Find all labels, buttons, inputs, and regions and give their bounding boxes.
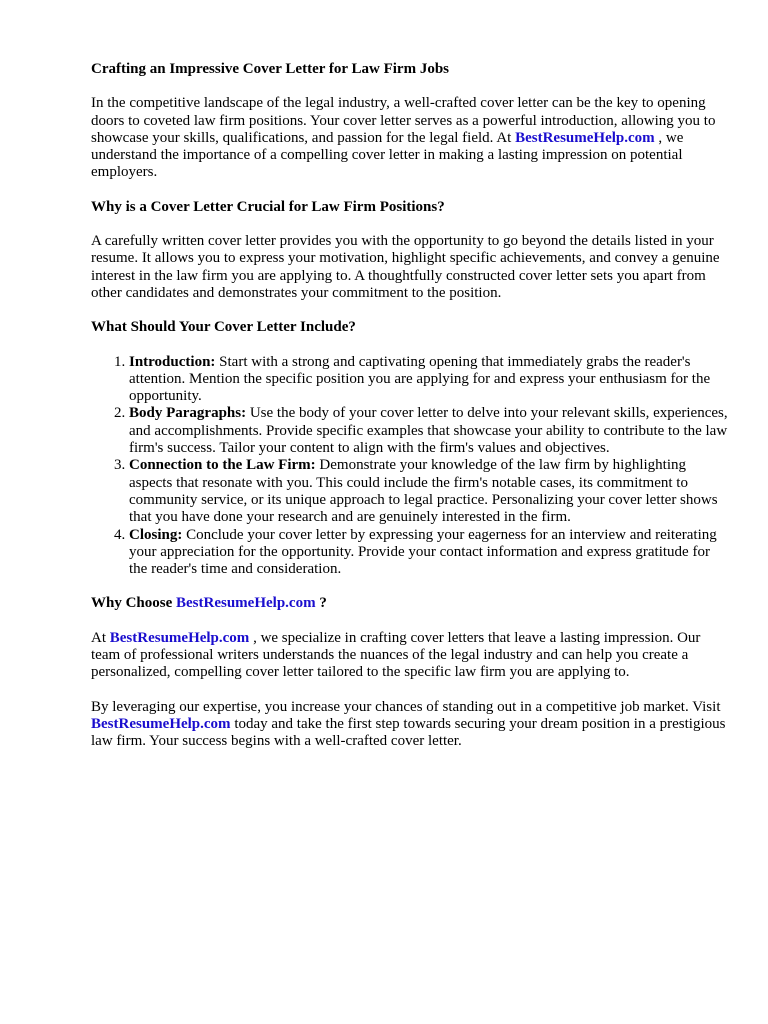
- leverage-site-link[interactable]: BestResumeHelp.com: [91, 715, 231, 732]
- list-item-body-paragraphs: [129, 405, 728, 457]
- leverage-text-after: today and take the first step towards securing your dream position in a prestigious law firm. Your success begins with a well-crafted cover letter.: [91, 715, 726, 750]
- choose-heading-before: Why Choose: [91, 595, 177, 612]
- list-item-head: Connection to the Law Firm:: [129, 457, 316, 474]
- document-title: Crafting an Impressive Cover Letter for Law Firm Jobs: [91, 61, 450, 77]
- choose-site-link[interactable]: BestResumeHelp.com: [109, 629, 250, 646]
- choose-heading-link[interactable]: BestResumeHelp.com: [176, 595, 316, 612]
- choose-heading: [91, 595, 728, 612]
- list-item-introduction: [129, 354, 728, 406]
- list-item-head: Introduction:: [129, 353, 216, 370]
- include-list: [91, 354, 728, 579]
- list-item-text: Use the body of your cover letter to delve into your relevant skills, experiences, and accomplishments. Provide specific examples that showcase your ability to contribute to the law firm's success. Tailor your content to align with the firm's values and objectives.: [129, 405, 728, 457]
- list-item-head: Closing:: [129, 526, 183, 543]
- choose-heading-after: ?: [315, 595, 327, 612]
- leverage-text-before: By leveraging our expertise, you increase your chances of standing out in a competitive job market. Visit: [91, 698, 721, 715]
- why-heading: Why is a Cover Letter Crucial for Law Firm Positions?: [91, 198, 445, 215]
- intro-site-link[interactable]: BestResumeHelp.com: [515, 129, 655, 146]
- intro-text-before: In the competitive landscape of the legal industry, a well-crafted cover letter can be the key to opening doors to coveted law firm positions. Your cover letter serves as a powerful introduction, allowing you to showcase your skills, qualifications, and passion for the legal field. At: [91, 95, 716, 146]
- choose-text-after: , we specialize in crafting cover letters that leave a lasting impression. Our team of professional writers understands the nuances of the legal industry and can help you create a personalized, compelling cover letter tailored to the specific law firm you are applying to.: [91, 629, 701, 681]
- list-item-closing: [129, 527, 728, 579]
- list-item-connection: [129, 457, 728, 526]
- list-item-text: Start with a strong and captivating opening that immediately grabs the reader's attention. Mention the specific position you are applying for and express your enthusiasm for the opportunity.: [129, 353, 711, 405]
- list-item-text: Conclude your cover letter by expressing your eagerness for an interview and reiterating your appreciation for the opportunity. Provide your contact information and express gratitude for the reader's time and consideration.: [129, 526, 717, 578]
- leverage-paragraph: [91, 699, 728, 751]
- include-heading: What Should Your Cover Letter Include?: [91, 319, 356, 336]
- intro-paragraph: [91, 95, 728, 181]
- why-paragraph: A carefully written cover letter provides you with the opportunity to go beyond the details listed in your resume. It allows you to express your motivation, highlight specific achievements, and convey a genuine interest in the law firm you are applying to. A thoughtfully constructed cover letter sets you apart from other candidates and demonstrates your commitment to the position.: [91, 233, 720, 301]
- choose-text-before: At: [91, 629, 110, 646]
- list-item-head: Body Paragraphs:: [129, 405, 247, 422]
- choose-paragraph: [91, 630, 728, 682]
- intro-text-after: , we understand the importance of a compelling cover letter in making a lasting impression on potential employers.: [91, 129, 684, 181]
- list-item-text: Demonstrate your knowledge of the law firm by highlighting aspects that resonate with you. This could include the firm's notable cases, its commitment to community service, or its unique approach to legal practice. Personalizing your cover letter shows that you have done your research and are genuinely interested in the firm.: [129, 457, 718, 526]
